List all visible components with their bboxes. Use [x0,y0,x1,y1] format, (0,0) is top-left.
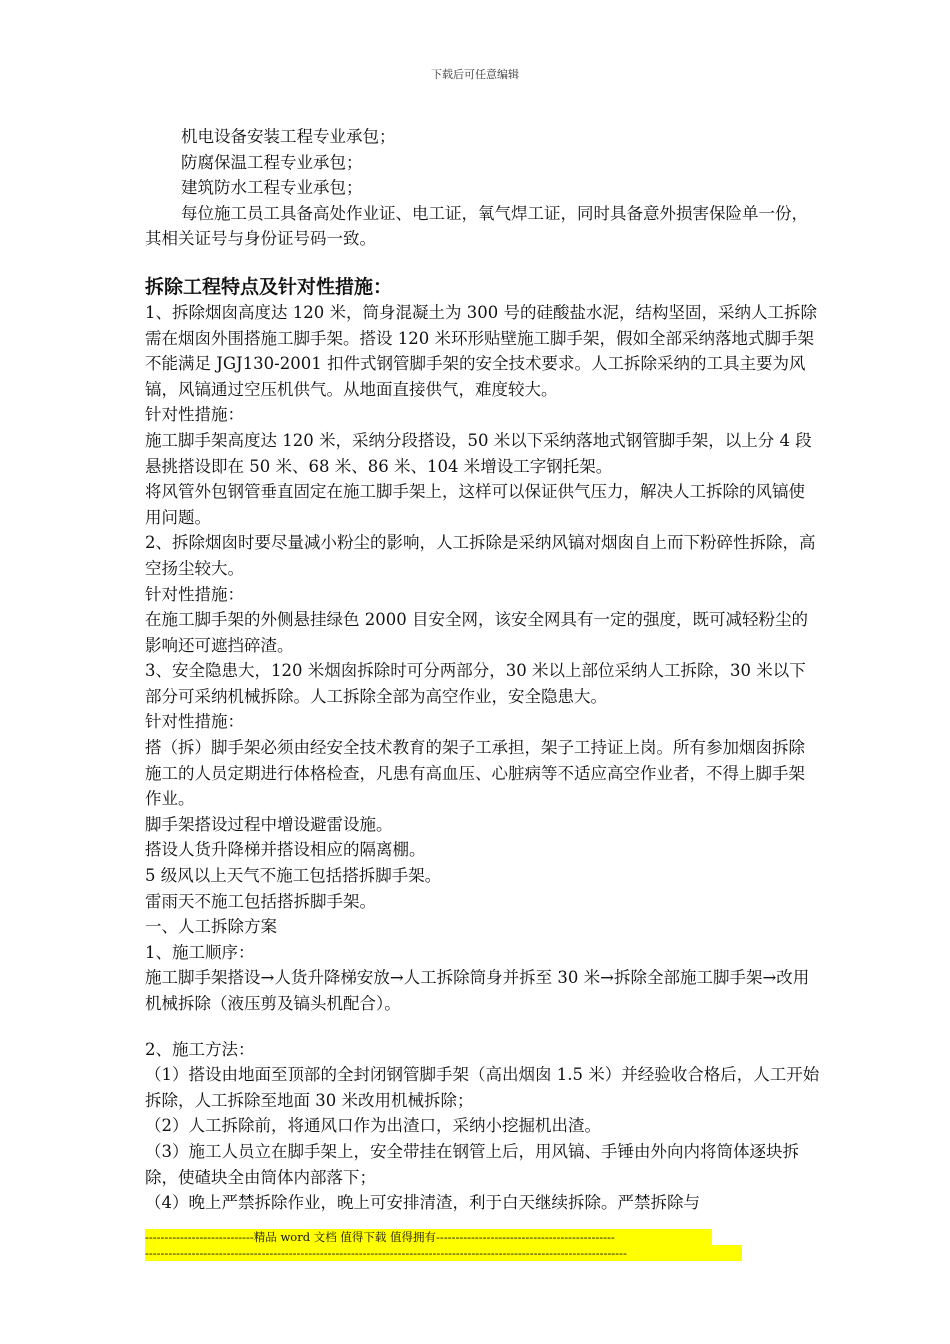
footer-banner: ----------------------------精品 word 文档 值得下载 值得拥有---------------------------------------------- [145,1229,712,1245]
body-paragraph: 雷雨天不施工包括搭拆脚手架。 [145,891,376,911]
body-paragraph: 搭设人货升降梯并搭设相应的隔离棚。 [145,840,426,860]
body-paragraph: 将风管外包钢管垂直固定在施工脚手架上，这样可以保证供气压力，解决人工拆除的风镐使用问题。 [145,482,805,527]
body-paragraph: 2、施工方法： [145,1039,255,1059]
section-heading: 拆除工程特点及针对性措施： [145,275,393,298]
body-paragraph: 1、施工顺序： [145,942,255,962]
body-paragraph: （2）人工拆除前，将通风口作为出渣口，采纳小挖掘机出渣。 [145,1116,601,1136]
body-paragraph: 2、拆除烟囱时要尽量减小粉尘的影响，人工拆除是采纳风镐对烟囱自上而下粉碎性拆除，高空扬尘较大。 [145,533,816,578]
body-paragraph: （4）晚上严禁拆除作业，晚上可安排清渣，利于白天继续拆除。严禁拆除与 [145,1193,700,1213]
body-paragraph: 针对性措施： [145,405,244,425]
footer-rule: ---------------------------------------------------------------------------------------------------------------------------- [145,1245,742,1261]
body-paragraph: 针对性措施： [145,712,244,732]
page-header: 下载后可任意编辑 [431,68,519,81]
body-paragraph: 脚手架搭设过程中增设避雷设施。 [145,814,393,834]
body-paragraph: （3）施工人员立在脚手架上，安全带挂在钢管上后，用风镐、手锤由外向内将筒体逐块拆除，使碴块全由筒体内部落下； [145,1141,799,1187]
body-paragraph: 1、拆除烟囱高度达 120 米，筒身混凝土为 300 号的硅酸盐水泥，结构坚固，采纳人工拆除需在烟囱外围搭施工脚手架。搭设 120 米环形贴壁施工脚手架，假如全部采纳落地式脚手架不能满足 JGJ130-2001 扣件式钢管脚手架的安全技术要求。人工拆除采纳的工具主要为风镐，风镐通过空压机供气。从地面直接供气，难度较大。 [145,302,817,399]
body-paragraph: （1）搭设由地面至顶部的全封闭钢管脚手架（高出烟囱 1.5 米）并经验收合格后，人工开始拆除，人工拆除至地面 30 米改用机械拆除； [145,1065,820,1110]
spacer [145,1017,820,1037]
body-paragraph: 3、安全隐患大，120 米烟囱拆除时可分两部分，30 米以上部位采纳人工拆除，30 米以下部分可采纳机械拆除。人工拆除全部为高空作业，安全隐患大。 [145,661,806,706]
body-paragraph: 5 级风以上天气不施工包括搭拆脚手架。 [145,866,442,886]
page-footer [145,1229,745,1261]
body-paragraph: 一、人工拆除方案 [145,917,277,937]
spacer [145,252,820,274]
intro-paragraph: 机电设备安装工程专业承包； [181,127,396,146]
body-paragraph: 针对性措施： [145,584,244,604]
document-body [145,124,820,1216]
intro-paragraph: 建筑防水工程专业承包； [181,178,363,198]
body-paragraph: 搭（拆）脚手架必须由经安全技术教育的架子工承担，架子工持证上岗。所有参加烟囱拆除施工的人员定期进行体格检查，凡患有高血压、心脏病等不适应高空作业者，不得上脚手架作业。 [145,738,805,809]
body-paragraph: 施工脚手架搭设→人货升降梯安放→人工拆除筒身并拆至 30 米→拆除全部施工脚手架→改用机械拆除（液压剪及镐头机配合）。 [145,968,810,1013]
body-paragraph: 在施工脚手架的外侧悬挂绿色 2000 目安全网，该安全网具有一定的强度，既可减轻粉尘的影响还可遮挡碎渣。 [145,610,808,655]
body-paragraph: 施工脚手架高度达 120 米，采纳分段搭设，50 米以下采纳落地式钢管脚手架，以上分 4 段悬挑搭设即在 50 米、68 米、86 米、104 米增设工字钢托架。 [145,430,812,476]
intro-paragraph: 每位施工员工具备高处作业证、电工证，氧气焊工证，同时具备意外损害保险单一份，其相关证号与身份证号码一致。 [145,203,808,249]
intro-paragraph: 防腐保温工程专业承包； [181,152,363,172]
